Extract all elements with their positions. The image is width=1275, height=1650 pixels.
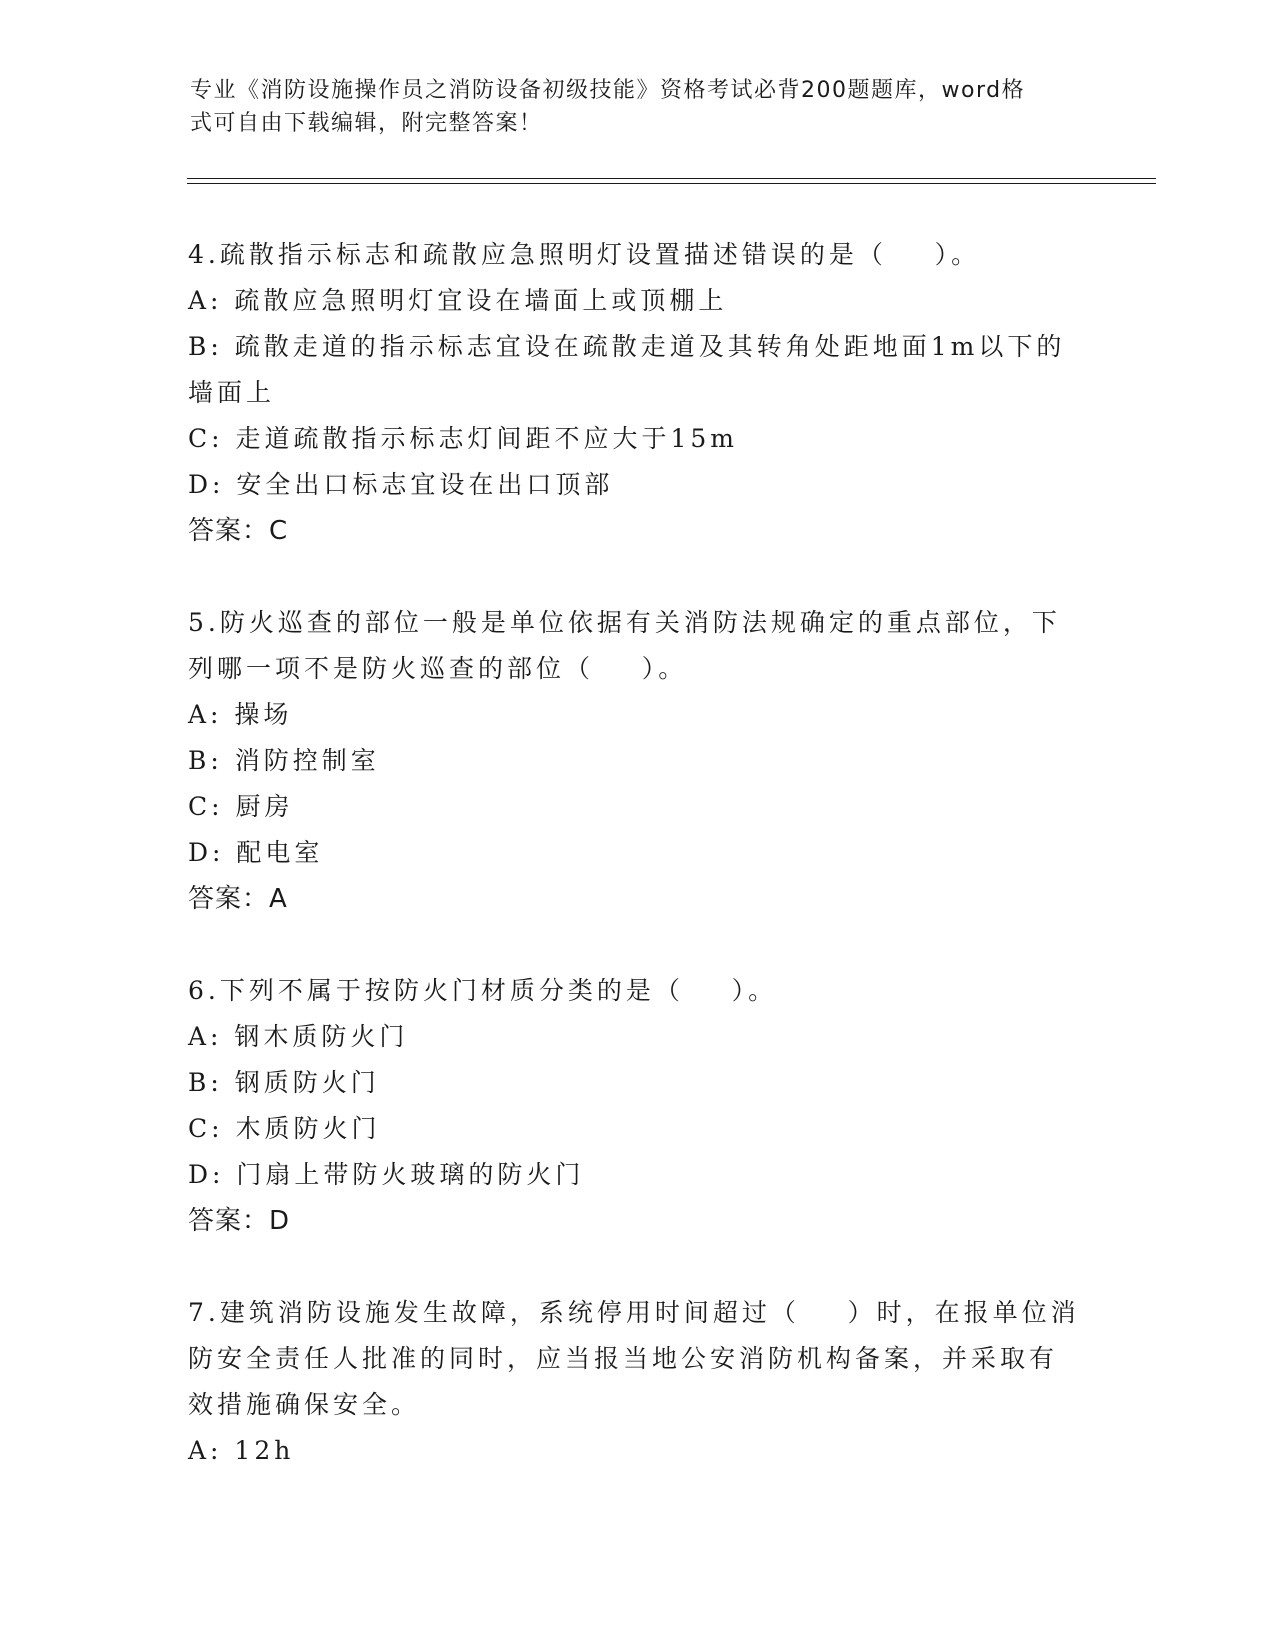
option-line: B: 钢质防火门 [188,1068,380,1097]
option-line: D: 门扇上带防火玻璃的防火门 [188,1160,585,1189]
question-stem-line: 效措施确保安全。 [188,1390,421,1419]
header-line-1: 专业《消防设施操作员之消防设备初级技能》资格考试必背200题题库，word格 [190,78,1026,103]
header-line-2: 式可自由下载编辑，附完整答案！ [190,111,543,136]
question-stem-line: 4.疏散指示标志和疏散应急照明灯设置描述错误的是（ ）。 [188,240,981,269]
question-stem-line: 5.防火巡查的部位一般是单位依据有关消防法规确定的重点部位，下 [188,608,1061,637]
question-stem-line: 6.下列不属于按防火门材质分类的是（ ）。 [188,976,778,1005]
option-line: A: 疏散应急照明灯宜设在墙面上或顶棚上 [188,286,728,315]
option-line: D: 配电室 [188,838,324,867]
option-line: A: 12h [188,1436,295,1465]
question-stem-line: 7.建筑消防设施发生故障，系统停用时间超过（ ）时，在报单位消 [188,1298,1080,1327]
document-header [190,74,1090,140]
option-line: C: 厨房 [188,792,294,821]
option-line: B: 疏散走道的指示标志宜设在疏散走道及其转角处距地面1m以下的 [188,332,1066,361]
option-line: A: 钢木质防火门 [188,1022,409,1051]
option-line: A: 操场 [188,700,293,729]
question-block [188,1290,1088,1474]
answer-line: 答案：C [188,516,289,546]
option-line: D: 安全出口标志宜设在出口顶部 [188,470,614,499]
header-divider-top [187,178,1156,179]
question-block [188,600,1088,922]
option-line: 墙面上 [188,378,276,407]
question-block [188,968,1088,1244]
question-block [188,232,1088,554]
question-stem-line: 列哪一项不是防火巡查的部位（ ）。 [188,654,688,683]
option-line: B: 消防控制室 [188,746,380,775]
option-line: C: 木质防火门 [188,1114,381,1143]
header-divider-bottom [187,183,1156,184]
answer-line: 答案：D [188,1206,291,1236]
answer-line: 答案：A [188,884,288,914]
option-line: C: 走道疏散指示标志灯间距不应大于15m [188,424,739,453]
question-stem-line: 防安全责任人批准的同时，应当报当地公安消防机构备案，并采取有 [188,1344,1059,1373]
question-list [188,232,1088,1520]
